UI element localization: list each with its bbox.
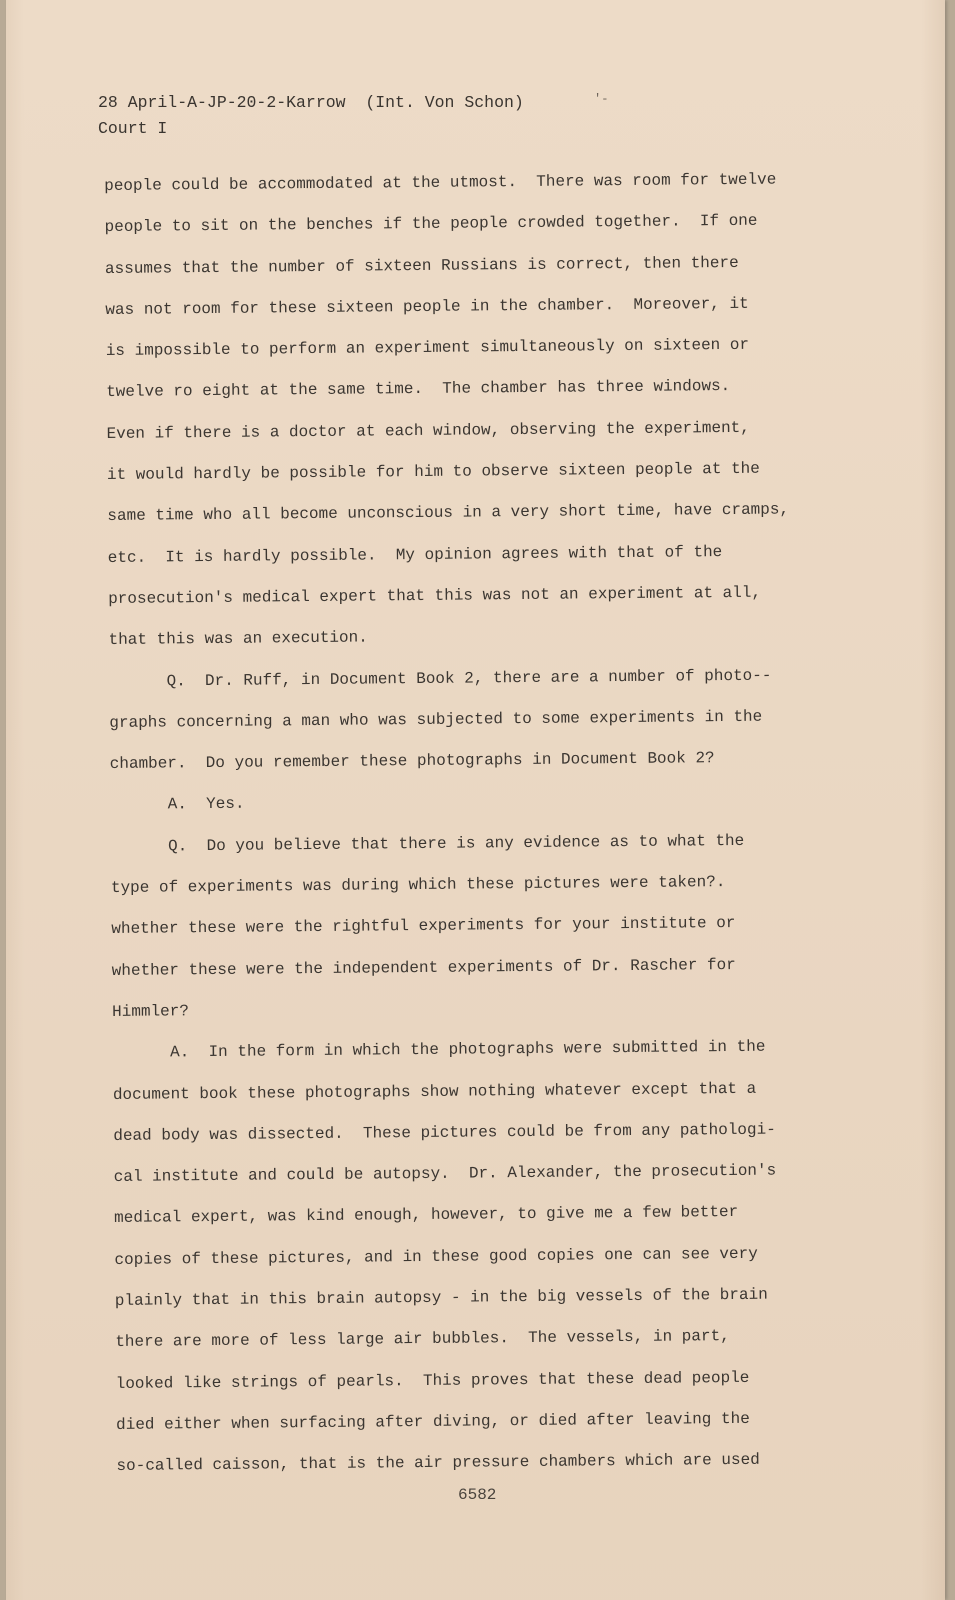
question-line: Q. Do you believe that there is any evidence as to what the bbox=[110, 831, 745, 856]
text-line: was not room for these sixteen people in the chamber. Moreover, it bbox=[105, 294, 749, 319]
text-line: plainly that in this brain autopsy - in the big vessels of the brain bbox=[114, 1285, 768, 1310]
text-line: graphs concerning a man who was subjected to some experiments in the bbox=[109, 707, 763, 732]
text-line: Himmler? bbox=[112, 1002, 190, 1021]
text-line: died either when surfacing after diving, or died after leaving the bbox=[115, 1409, 750, 1434]
text-line: people could be accommodated at the utmost. There was room for twelve bbox=[104, 170, 777, 195]
text-line: Even if there is a doctor at each window, observing the experiment, bbox=[106, 418, 750, 443]
text-line: is impossible to perform an experiment simultaneously on sixteen or bbox=[105, 336, 750, 361]
document-page bbox=[6, 0, 945, 1600]
margin-mark: '- bbox=[594, 92, 609, 106]
text-line: that this was an execution. bbox=[108, 628, 368, 650]
text-line: so-called caisson, that is the air pressure chambers which are used bbox=[116, 1450, 760, 1476]
text-line: document book these photographs show nothing whatever except that a bbox=[112, 1079, 757, 1104]
text-line: cal institute and could be autopsy. Dr. Alexander, the prosecution's bbox=[113, 1161, 777, 1187]
text-line: whether these were the independent experiments of Dr. Rascher for bbox=[111, 955, 736, 980]
text-line: dead body was dissected. These pictures could be from any pathologi- bbox=[113, 1120, 776, 1145]
question-line: Q. Dr. Ruff, in Document Book 2, there are a number of photo-- bbox=[108, 666, 772, 691]
transcript-body bbox=[104, 159, 837, 1487]
text-line: it would hardly be possible for him to observe sixteen people at the bbox=[106, 459, 760, 485]
text-line: chamber. Do you remember these photographs in Document Book 2? bbox=[109, 749, 715, 774]
answer-line: A. In the form in which the photographs were submitted in the bbox=[112, 1037, 766, 1063]
text-line: there are more of less large air bubbles. The vessels, in part, bbox=[115, 1327, 730, 1352]
text-line: same time who all become unconscious in a very short time, have cramps, bbox=[107, 500, 790, 526]
text-line: medical expert, was kind enough, however, to give me a few better bbox=[114, 1203, 739, 1228]
text-line: etc. It is hardly possible. My opinion agrees with that of the bbox=[107, 542, 723, 567]
header-line-2: Court I bbox=[98, 119, 168, 138]
header-line-1: 28 April-A-JP-20-2-Karrow (Int. Von Schon) bbox=[98, 93, 524, 112]
text-line: twelve ro eight at the same time. The chamber has three windows. bbox=[106, 377, 731, 402]
text-line: whether these were the rightful experiments for your institute or bbox=[111, 914, 736, 939]
text-line: people to sit on the benches if the people crowded together. If one bbox=[104, 212, 758, 237]
text-line: prosecution's medical expert that this was not an experiment at all, bbox=[108, 583, 762, 608]
page-number: 6582 bbox=[458, 1486, 497, 1504]
document-header bbox=[98, 90, 524, 142]
text-line: assumes that the number of sixteen Russians is correct, then there bbox=[104, 253, 739, 278]
text-line: type of experiments was during which these pictures were taken?. bbox=[110, 873, 726, 898]
text-line: looked like strings of pearls. This proves that these dead people bbox=[115, 1368, 750, 1393]
text-line: copies of these pictures, and in these good copies one can see very bbox=[114, 1244, 758, 1269]
answer-line: A. Yes. bbox=[110, 795, 245, 815]
